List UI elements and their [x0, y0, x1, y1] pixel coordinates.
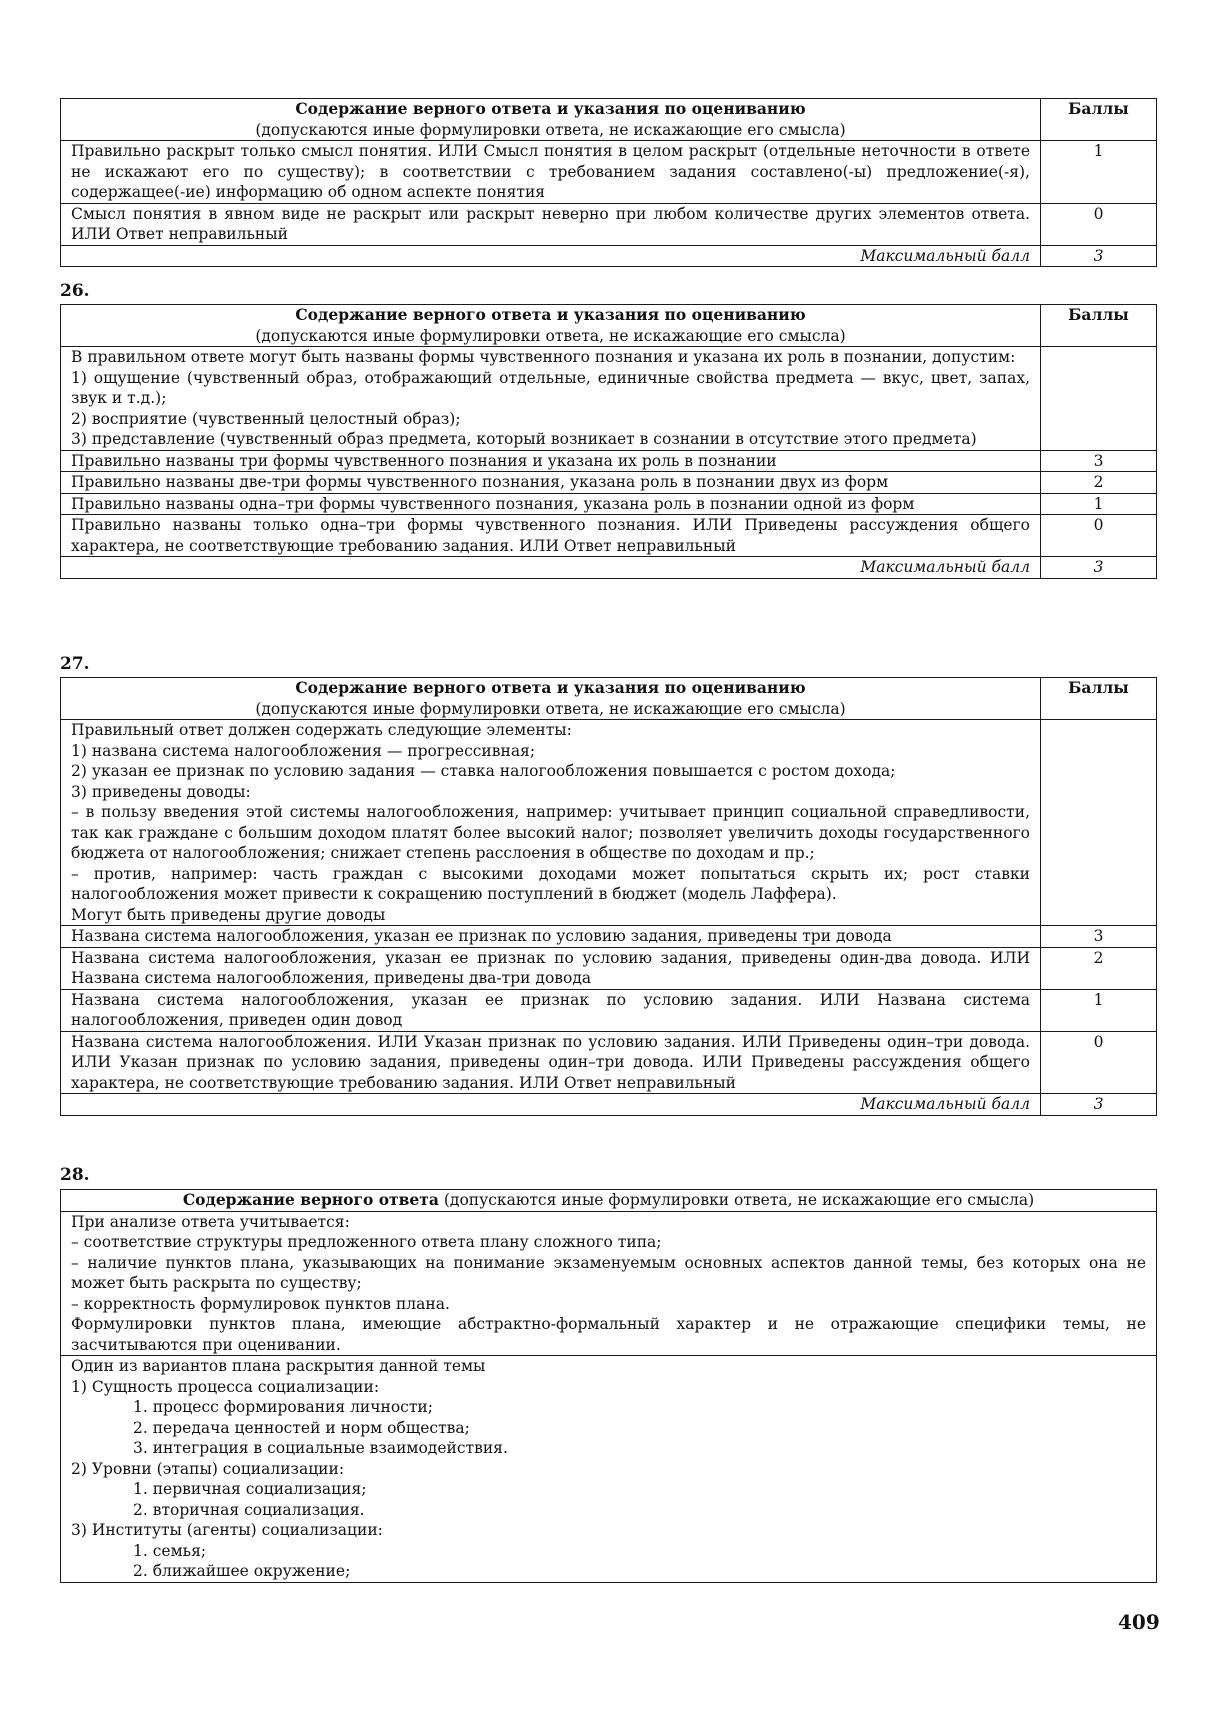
max-score-value: 3 — [1041, 1094, 1157, 1116]
criterion-text: Названа система налогообложения, указан ее признак по условию задания, приведены три довода — [61, 926, 1041, 948]
max-score-label: Максимальный балл — [61, 1094, 1041, 1116]
criterion-score: 0 — [1041, 203, 1157, 245]
grading-table-25 — [60, 98, 1157, 267]
plan-point: 3) Институты (агенты) социализации: — [71, 1521, 383, 1539]
table-header-row — [61, 678, 1157, 720]
max-score-row — [61, 557, 1157, 579]
plan-subpoint: 2. ближайшее окружение; — [133, 1562, 351, 1580]
table-row — [61, 203, 1157, 245]
criterion-score: 3 — [1041, 450, 1157, 472]
question-number-26: 26. — [60, 281, 90, 301]
header-cell — [61, 1190, 1157, 1212]
criterion-score: 1 — [1041, 493, 1157, 515]
criterion-score: 2 — [1041, 947, 1157, 989]
plan-subpoint: 1. процесс формирования личности; — [133, 1398, 433, 1416]
header-title: Содержание верного ответа — [182, 1190, 439, 1209]
criterion-score: 3 — [1041, 926, 1157, 948]
table-row — [61, 493, 1157, 515]
grading-table-28 — [60, 1189, 1157, 1583]
criterion-score: 1 — [1041, 141, 1157, 204]
plan-content — [61, 1356, 1157, 1583]
criteria-content: При анализе ответа учитывается: – соответствие структуры предложенного ответа плану сложного типа; – наличие пунктов плана, указывающих на понимание экзаменуемым основных аспектов данной темы, без которых она не может быть раскрыта по существу; – корректность формулировок пунктов плана. Формулировки пунктов плана, имеющие абстрактно-формальный характер и не отражающие специфики темы, не засчитываются при оценивании. — [61, 1211, 1157, 1356]
criterion-text: Правильно названы три формы чувственного познания и указана их роль в познании — [61, 450, 1041, 472]
plan-subpoint: 3. интеграция в социальные взаимодействия. — [133, 1439, 508, 1457]
header-title: Содержание верного ответа и указания по оцениванию — [295, 305, 806, 324]
table-row — [61, 450, 1157, 472]
header-subtitle: (допускаются иные формулировки ответа, не искажающие его смысла) — [438, 1191, 1035, 1209]
criteria-row — [61, 1211, 1157, 1356]
answer-content: В правильном ответе могут быть названы формы чувственного познания и указана их роль в познании, допустим: 1) ощущение (чувственный образ, отображающий отдельные, единичные свойства предмета — вкус, цвет, запах, звук и т.д.); 2) восприятие (чувственный целостный образ); 3) представление (чувственный образ предмета, который возникает в сознании в отсутствие этого предмета) — [61, 347, 1041, 451]
max-score-value: 3 — [1041, 245, 1157, 267]
max-score-value: 3 — [1041, 557, 1157, 579]
table-row — [61, 989, 1157, 1031]
plan-subpoint: 2. вторичная социализация. — [133, 1500, 365, 1519]
question-number-28: 28. — [60, 1165, 90, 1185]
criterion-score: 0 — [1041, 515, 1157, 557]
answer-content-row — [61, 347, 1157, 451]
grading-table-26 — [60, 304, 1157, 579]
criterion-score: 0 — [1041, 1031, 1157, 1094]
header-title: Содержание верного ответа и указания по оцениванию — [295, 678, 806, 697]
table-row — [61, 515, 1157, 557]
max-score-row — [61, 1094, 1157, 1116]
score-header: Баллы — [1041, 99, 1157, 141]
criterion-score: 1 — [1041, 989, 1157, 1031]
criterion-text: Правильно названы две-три формы чувственного познания, указана роль в познании двух из форм — [61, 472, 1041, 494]
max-score-label: Максимальный балл — [61, 557, 1041, 579]
header-subtitle: (допускаются иные формулировки ответа, не искажающие его смысла) — [255, 699, 846, 718]
question-number-27: 27. — [60, 654, 90, 674]
table-row — [61, 947, 1157, 989]
score-header: Баллы — [1041, 305, 1157, 347]
plan-subpoint: 2. передача ценностей и норм общества; — [133, 1418, 470, 1437]
table-row — [61, 141, 1157, 204]
header-cell — [61, 99, 1041, 141]
grading-table-27 — [60, 677, 1157, 1116]
answer-content-row — [61, 720, 1157, 926]
criterion-text: Правильно названы только одна–три формы чувственного познания. ИЛИ Приведены рассуждения общего характера, не соответствующие требованию задания. ИЛИ Ответ неправильный — [61, 515, 1041, 557]
criterion-text: Правильно названы одна–три формы чувственного познания, указана роль в познании одной из форм — [61, 493, 1041, 515]
header-cell — [61, 678, 1041, 720]
plan-intro: Один из вариантов плана раскрытия данной темы — [71, 1357, 486, 1375]
plan-row — [61, 1356, 1157, 1583]
table-header-row — [61, 99, 1157, 141]
max-score-row — [61, 245, 1157, 267]
header-cell — [61, 305, 1041, 347]
criterion-text: Названа система налогообложения, указан ее признак по условию задания, приведены один-два довода. ИЛИ Названа система налогообложения, приведены два-три довода — [61, 947, 1041, 989]
score-header: Баллы — [1041, 678, 1157, 720]
max-score-label: Максимальный балл — [61, 245, 1041, 267]
table-header-row — [61, 1190, 1157, 1212]
table-row — [61, 472, 1157, 494]
plan-point: 2) Уровни (этапы) социализации: — [71, 1459, 345, 1478]
header-subtitle: (допускаются иные формулировки ответа, не искажающие его смысла) — [255, 120, 846, 139]
header-subtitle: (допускаются иные формулировки ответа, не искажающие его смысла) — [255, 326, 846, 345]
table-row — [61, 1031, 1157, 1094]
criterion-score: 2 — [1041, 472, 1157, 494]
answer-content: Правильный ответ должен содержать следующие элементы: 1) названа система налогообложения — прогрессивная; 2) указан ее признак по условию задания — ставка налогообложения повышается с ростом дохода; 3) приведены доводы: – в пользу введения этой системы налогообложения, например: учитывает принцип социальной справедливости, так как граждане с большим доходом платят более высокий налог; позволяет увеличить доходы государственного бюджета от налогообложения; снижает степень расслоения в обществе по доходам и пр.; – против, например: часть граждан с высокими доходами может попытаться скрыть их; рост ставки налогообложения может привести к сокращению поступлений в бюджет (модель Лаффера). Могут быть приведены другие доводы — [61, 720, 1041, 926]
criterion-text: Правильно раскрыт только смысл понятия. ИЛИ Смысл понятия в целом раскрыт (отдельные неточности в ответе не искажают его по существу); в соответствии с требованием задания составлено(-ы) предложение(-я), содержащее(-ие) информацию об одном аспекте понятия — [61, 141, 1041, 204]
page-number: 409 — [1118, 1610, 1160, 1634]
plan-subpoint: 1. первичная социализация; — [133, 1480, 367, 1498]
header-title: Содержание верного ответа и указания по оцениванию — [295, 99, 806, 118]
criterion-text: Названа система налогообложения, указан ее признак по условию задания. ИЛИ Названа система налогообложения, приведен один довод — [61, 989, 1041, 1031]
table-header-row — [61, 305, 1157, 347]
table-row — [61, 926, 1157, 948]
plan-subpoint: 1. семья; — [133, 1541, 207, 1560]
plan-point: 1) Сущность процесса социализации: — [71, 1377, 380, 1396]
criterion-text: Смысл понятия в явном виде не раскрыт или раскрыт неверно при любом количестве других элементов ответа. ИЛИ Ответ неправильный — [61, 203, 1041, 245]
criterion-text: Названа система налогообложения. ИЛИ Указан признак по условию задания. ИЛИ Приведены один–три довода. ИЛИ Указан признак по условию задания, приведены один–три довода. ИЛИ Приведены рассуждения общего характера, не соответствующие требованию задания. ИЛИ Ответ неправильный — [61, 1031, 1041, 1094]
